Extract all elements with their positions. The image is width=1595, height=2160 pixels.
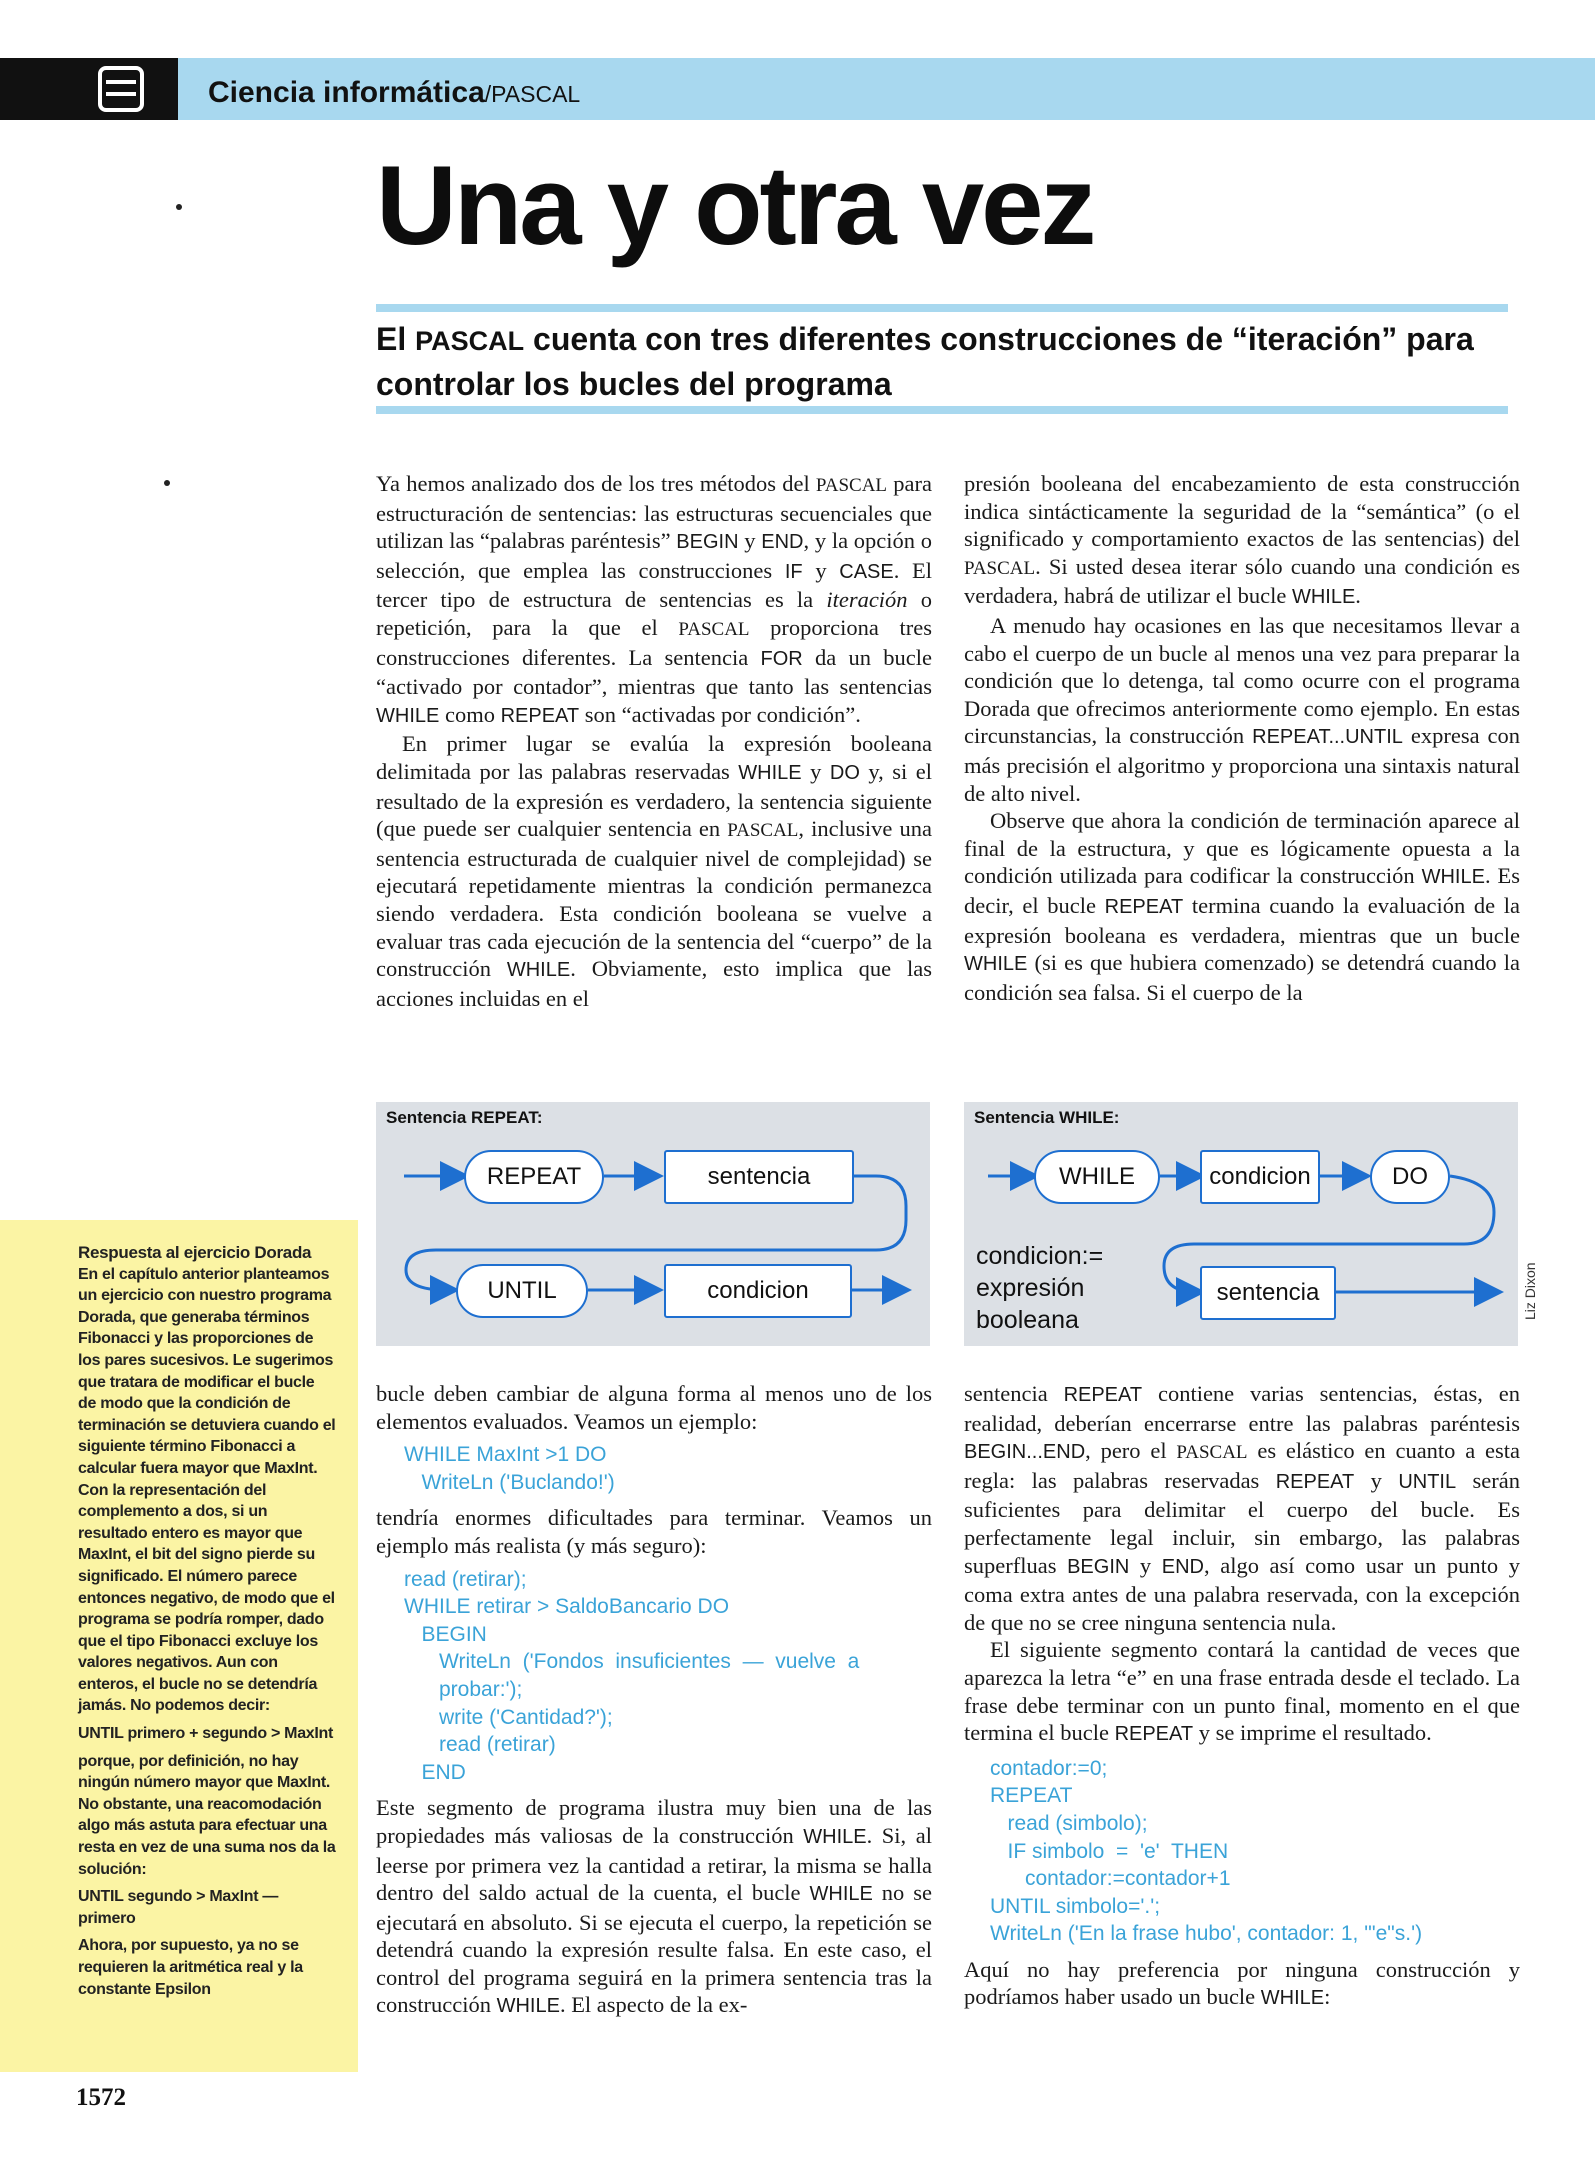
section-category: Ciencia informática [208,76,485,109]
sidebar-paragraph: UNTIL primero + segundo > MaxInt [78,1725,334,1743]
diagram-title: Sentencia REPEAT: [386,1108,543,1127]
column1-bottom [376,1380,932,2021]
paragraph: sentencia REPEAT contiene varias sentencias, éstas, en realidad, deberían encerrarse entre las palabras paréntesis BEGIN...END, pero el PASCAL es elástico en cuanto a esta regla: las palabras reservadas REPEAT y UNTIL serán suficientes para delimitar el cuerpo del bucle. Es perfectamente legal incluir, sin embargo, las palabras superfluas BEGIN y END, algo así como usar un punto y coma extra antes de una palabra reservada, con la excepción de que no se cree ninguna sentencia nula. [964,1381,1521,1635]
paragraph: El siguiente segmento contará la cantidad de veces que aparezca la letra “e” en una frase entrada desde el teclado. La frase debe terminar con un punto final, momento en el que termina el bucle REPEAT y se imprime el resultado. [964,1637,1520,1746]
section-label [208,76,580,110]
node-until: UNTIL [456,1264,588,1318]
condition-note: condicion:= expresión booleana [976,1242,1104,1334]
paragraph: Observe que ahora la condición de terminación aparece al final de la estructura, y que es lógicamente opuesta a la condición utilizada para codificar la construcción WHILE. Es decir, el bucle REPEAT termina cuando la evaluación de la expresión booleana es verdadera, mientras que un bucle WHILE (si es que hubiera comenzado) se detendrá cuando la condición sea falsa. Si el cuerpo de la [964,808,1521,1005]
node-condicion: condicion [1200,1150,1320,1204]
paragraph: Ya hemos analizado dos de los tres métodos del PASCAL para estructuración de sentencias: las estructuras secuenciales que utilizan las “palabras paréntesis” BEGIN y END, y la opción o selección, que emplea las construcciones IF y CASE. El tercer tipo de estructura de sentencias es la iteración o repetición, para la que el PASCAL proporciona tres construcciones diferentes. La sentencia FOR da un bucle “activado por contador”, mientras que tanto las sentencias WHILE como REPEAT son “activadas por condición”. [376,471,933,727]
code-block: WHILE MaxInt >1 DO WriteLn ('Buclando!') [404,1443,615,1494]
code-block: contador:=0; REPEAT read (simbolo); IF simbolo = 'e' THEN contador:=contador+1 UNTIL simbolo='.'; WriteLn ('En la frase hubo', contador: 1, '"e"s.') [990,1756,1423,1946]
paragraph: A menudo hay ocasiones en las que necesitamos llevar a cabo el cuerpo de un bucle al menos una vez para preparar la condición que lo detenga, tal como ocurre con el programa Dorada que ofrecimos anteriormente como ejemplo. En estas circunstancias, la construcción REPEAT...UNTIL expresa con más precisión el algoritmo y proporciona una sintaxis natural de alto nivel. [964,612,1521,806]
paragraph: Este segmento de programa ilustra muy bien una de las propiedades más valiosas de la construcción WHILE. Si, al leerse por primera vez la cantidad a retirar, la misma se halla dentro del saldo actual de la cuenta, el bucle WHILE no se ejecutará en absoluto. Si se ejecuta el cuerpo, la repetición se detendrá cuando la expresión resulte falsa. En este caso, el control del programa seguirá en la primera sentencia tras la construcción WHILE. El aspecto de la ex- [376,1795,932,2018]
bullet-dot [164,480,170,486]
paragraph: En primer lugar se evalúa la expresión booleana delimitada por las palabras reservadas WHILE y DO y, si el resultado de la expresión es verdadero, la sentencia siguiente (que puede ser cualquier sentencia en PASCAL, inclusive una sentencia estructurada de cualquier nivel de complejidad) se ejecutará repetidamente mientras la condición permanezca siendo verdadera. Esta condición booleana se vuelve a evaluar tras cada ejecución de la sentencia del “cuerpo” de la construcción WHILE. Obviamente, esto implica que las acciones incluidas en el [376,731,932,1011]
node-condicion: condicion [664,1264,852,1318]
section-subcategory: /PASCAL [484,81,581,107]
node-sentencia: sentencia [664,1150,854,1204]
code-block: read (retirar); WHILE retirar > SaldoBancario DO BEGIN WriteLn ('Fondos insuficientes — vuelve a probar:'); write ('Cantidad?'); read (retirar) END [404,1567,860,1784]
paragraph: Aquí no hay preferencia por ninguna construcción y podríamos haber usado un bucle WHILE: [964,1956,1520,2010]
divider-rule [376,304,1508,312]
node-repeat: REPEAT [464,1150,604,1204]
page-title: Una y otra vez [376,143,1094,268]
node-sentencia: sentencia [1200,1266,1336,1320]
computer-icon [98,66,144,112]
paragraph: bucle deben cambiar de alguna forma al menos uno de los elementos evaluados. Veamos un ejemplo: [376,1381,932,1434]
divider-rule [376,406,1508,414]
sidebar-title: Respuesta al ejercicio Dorada [78,1243,312,1262]
illustration-credit: Liz Dixon [1522,1262,1538,1320]
section-logo-block [0,58,178,120]
sidebar-paragraph: UNTIL segundo > MaxInt — primero [78,1888,279,1927]
repeat-diagram [376,1102,930,1346]
node-while: WHILE [1034,1150,1160,1204]
page-subtitle: El PASCAL cuenta con tres diferentes construcciones de “iteración” para controlar los bucles del programa [376,321,1474,402]
sidebar-paragraph: porque, por definición, no hay ningún número mayor que MaxInt. No obstante, una reacomodación algo más astuta para efectuar una resta en vez de una suma nos da la solución: [78,1752,336,1878]
page-number: 1572 [76,2084,126,2111]
paragraph: tendría enormes dificultades para terminar. Veamos un ejemplo más realista (y más seguro): [376,1505,932,1558]
while-diagram [964,1102,1518,1346]
sidebar-paragraph: Ahora, por supuesto, ya no se requieren la aritmética real y la constante Epsilon [78,1937,303,1998]
column2-bottom [964,1380,1520,2013]
node-do: DO [1370,1150,1450,1204]
column2-top [964,470,1520,1006]
diagram-title: Sentencia WHILE: [974,1108,1120,1127]
paragraph: presión booleana del encabezamiento de esta construcción indica sintácticamente la seguridad de la “semántica” (o el significado y comportamiento exactos de las sentencias) del PASCAL. Si usted desea iterar sólo cuando una condición es verdadera, habrá de utilizar el bucle WHILE. [964,471,1520,609]
bullet-dot [176,204,182,210]
column1-top [376,470,932,1012]
exercise-answer-sidebar [0,1220,358,2072]
sidebar-paragraph: En el capítulo anterior planteamos un ejercicio con nuestro programa Dorada, que generaba términos Fibonacci y las proporciones de los pares sucesivos. Le sugerimos que tratara de modificar el bucle de modo que la condición de terminación se detuviera cuando el siguiente término Fibonacci a calcular fuera mayor que MaxInt. Con la representación del complemento a dos, si un resultado entero es mayor que MaxInt, el bit del signo pierde su significado. El número parece entonces negativo, de modo que el programa se podría romper, dado que el tipo Fibonacci excluye los valores negativos. Aun con enteros, el bucle no se detendría jamás. No podemos decir: [78,1265,336,1715]
